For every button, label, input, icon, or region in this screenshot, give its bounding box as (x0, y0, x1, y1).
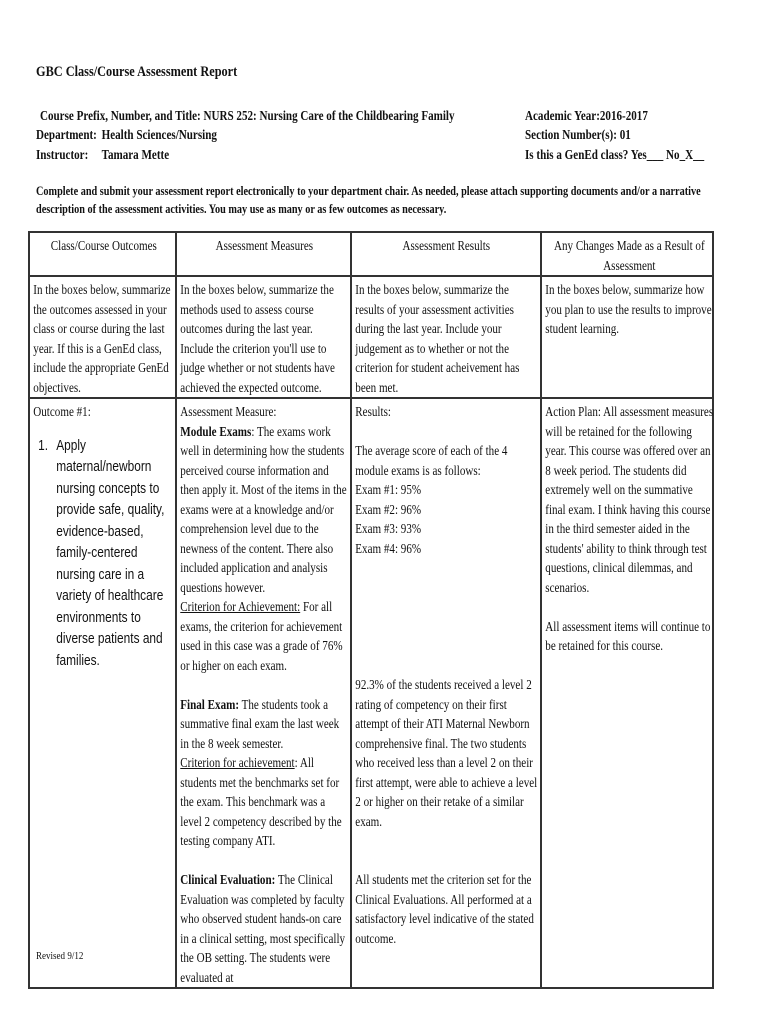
final-criterion-text: : All students met the benchmarks set for the exam. This benchmark was a level 2 competency described by the testing company ATI. (180, 755, 342, 848)
final-exam-result: 92.3% of the students received a level 2 rating of competency on their first attempt of their ATI Maternal Newborn comprehensive final. The two students who received less than a level 2 on their first attempt, were able to achieve a level 2 or higher on their retake of a similar exam. (355, 677, 538, 829)
course-value: NURS 252: Nursing Care of the Childbearing Family (203, 108, 455, 123)
clinical-eval-title: Clinical Evaluation: (180, 872, 276, 887)
exam-score-1: Exam #1: 95% (355, 482, 422, 497)
header-changes: Any Changes Made as a Result of Assessment (541, 232, 713, 276)
outcome-cell (29, 398, 176, 988)
section-numbers: Section Number(s): 01 (525, 127, 631, 142)
clinical-eval-result: All students met the criterion set for the Clinical Evaluations. All performed at a satisfactory level indicative of the stated outcome. (355, 872, 534, 946)
module-exams-text: : The exams work well in determining how the students perceived course information and then apply it. Most of the items in the exams were at a knowledge and/or comprehension level due to the newness of the content. There also included application and analysis questions however. (180, 423, 347, 595)
gened-question: Is this a GenEd class? Yes___ No_X__ (525, 147, 705, 162)
module-criterion-block (180, 597, 348, 675)
clinical-eval-block (180, 870, 348, 987)
header-results: Assessment Results (351, 232, 541, 276)
final-exam-title: Final Exam: (180, 696, 240, 712)
module-exams-title: Module Exams (180, 423, 252, 439)
action-plan: Action Plan: All assessment measures will be retained for the following year. This course was offered over an 8 week period. The students did extremely well on the summative final exam. I think having this course in the third semester aided in the students' ability to think through test questions, clinical dilemmas, and scenarios. (545, 404, 714, 595)
outcome-item: 1. Apply maternal/newborn nursing concepts to provide safe, quality, evidence-based, family-centered nursing care in a variety of healthcare environments to diverse patients and families. (51, 436, 174, 673)
module-criterion-text: For all exams, the criterion for achievement used in this case was a grade of 76% or higher on each exam. (180, 599, 343, 673)
header-measures: Assessment Measures (176, 232, 351, 276)
instructions-measures: In the boxes below, summarize the methods used to assess course outcomes during the last year. Include the criterion you'll use to judge whether or not students have achieved the expected outcome. (176, 276, 351, 398)
final-exam-text: The students took a summative final exam the last week in the 8 week semester. (180, 696, 340, 751)
measure-heading: Assessment Measure: (180, 404, 277, 419)
outcome-label: Outcome #1: (33, 404, 91, 419)
outcome-row (29, 398, 713, 988)
exam-score-4: Exam #4: 96% (355, 540, 422, 556)
module-criterion-label: Criterion for Achievement: (180, 599, 301, 614)
clinical-eval-text: The Clinical Evaluation was completed by faculty who observed student hands-on care in a clinical setting, most specifically the OB setting. The students were evaluated at (180, 872, 346, 985)
revision-footer: Revised 9/12 (36, 950, 84, 962)
instructions-results: In the boxes below, summarize the results of your assessment activities during the last year. Include your judgement as to whether or not the criterion for student acheivement has been met. (351, 276, 541, 398)
final-criterion-block (180, 753, 348, 851)
measures-cell (176, 398, 351, 988)
results-intro: The average score of each of the 4 module exams is as follows: (355, 443, 508, 478)
retain-note: All assessment items will continue to be retained for this course. (545, 618, 711, 653)
assessment-table (28, 231, 714, 989)
final-exam-block (180, 695, 348, 754)
header-outcomes: Class/Course Outcomes (29, 232, 176, 276)
instructor-value: Tamara Mette (101, 147, 170, 162)
outcome-list (33, 436, 174, 673)
results-heading: Results: (355, 404, 391, 419)
instructor-label: Instructor: (36, 147, 89, 162)
final-criterion-label: Criterion for achievement (180, 755, 295, 770)
instructions-changes: In the boxes below, summarize how you plan to use the results to improve student learning. (541, 276, 713, 398)
report-title: GBC Class/Course Assessment Report (36, 64, 238, 80)
changes-cell (541, 398, 713, 988)
course-line (40, 108, 546, 124)
department-value: Health Sciences/Nursing (101, 127, 217, 142)
results-cell (351, 398, 541, 988)
academic-year: Academic Year:2016-2017 (525, 108, 648, 123)
instructor-line (36, 147, 198, 163)
course-label: Course Prefix, Number, and Title: (40, 108, 201, 123)
department-label: Department: (36, 127, 97, 142)
module-exams-block (180, 422, 348, 598)
instructions-text: Complete and submit your assessment report electronically to your department chair. As needed, please attach supporting documents and/or a narrative description of the assessment activities. You may use as many or as few outcomes as necessary. (36, 184, 701, 216)
header-row (29, 232, 713, 276)
instructions-outcomes: In the boxes below, summarize the outcomes assessed in your class or course during the last year. If this is a GenEd class, include the appropriate GenEd objectives. (29, 276, 176, 398)
department-line (36, 127, 257, 143)
instructions-row (29, 276, 713, 398)
exam-score-2: Exam #2: 96% (355, 501, 422, 517)
exam-score-3: Exam #3: 93% (355, 521, 422, 536)
